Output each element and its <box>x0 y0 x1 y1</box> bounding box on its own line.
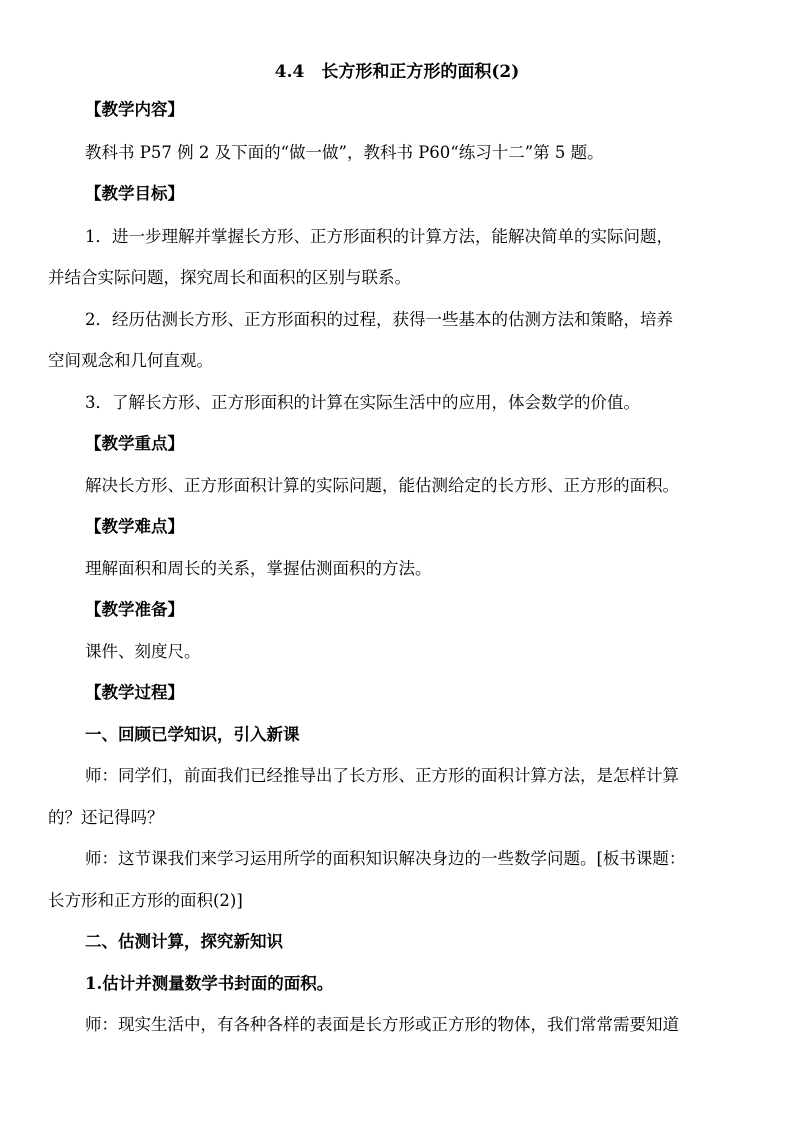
paragraph-line-1: 师：同学们，前面我们已经推导出了长方形、正方形的面积计算方法，是怎样计算 <box>85 766 679 785</box>
section-heading-goals: 【教学目标】 <box>85 184 184 203</box>
subheading-part-1: 一、回顾已学知识，引入新课 <box>85 725 300 744</box>
section-heading-content: 【教学内容】 <box>85 100 184 119</box>
paragraph-line-1: 师：这节课我们来学习运用所学的面积知识解决身边的一些数学问题。[板书课题： <box>85 849 686 868</box>
goal-2-line-1: 2．经历估测长方形、正方形面积的过程，获得一些基本的估测方法和策略，培养 <box>85 310 673 329</box>
paragraph: 理解面积和周长的关系，掌握估测面积的方法。 <box>85 559 432 578</box>
paragraph: 教科书 P57 例 2 及下面的“做一做”，教科书 P60“练习十二”第 5 题。 <box>85 143 604 162</box>
goal-1-line-1: 1．进一步理解并掌握长方形、正方形面积的计算方法，能解决简单的实际问题， <box>85 227 673 246</box>
paragraph: 课件、刻度尺。 <box>85 642 201 661</box>
paragraph-line-2: 的？还记得吗？ <box>48 808 164 827</box>
paragraph-line-1: 师：现实生活中，有各种各样的表面是长方形或正方形的物体，我们常常需要知道 <box>85 1015 679 1034</box>
goal-3: 3．了解长方形、正方形面积的计算在实际生活中的应用，体会数学的价值。 <box>85 393 640 412</box>
subheading-part-2: 二、估测计算，探究新知识 <box>85 932 283 951</box>
subheading-item-1: 1.估计并测量数学书封面的面积。 <box>85 974 334 993</box>
goal-1-line-2: 并结合实际问题，探究周长和面积的区别与联系。 <box>48 268 411 287</box>
paragraph-line-2: 长方形和正方形的面积(2)] <box>48 891 243 910</box>
section-heading-process: 【教学过程】 <box>85 683 184 702</box>
section-heading-difficulty: 【教学难点】 <box>85 517 184 536</box>
paragraph: 解决长方形、正方形面积计算的实际问题，能估测给定的长方形、正方形的面积。 <box>85 476 679 495</box>
doc-title: 4.4 长方形和正方形的面积(2) <box>274 62 520 82</box>
section-heading-preparation: 【教学准备】 <box>85 600 184 619</box>
goal-2-line-2: 空间观念和几何直观。 <box>48 351 213 370</box>
section-heading-key-points: 【教学重点】 <box>85 434 184 453</box>
